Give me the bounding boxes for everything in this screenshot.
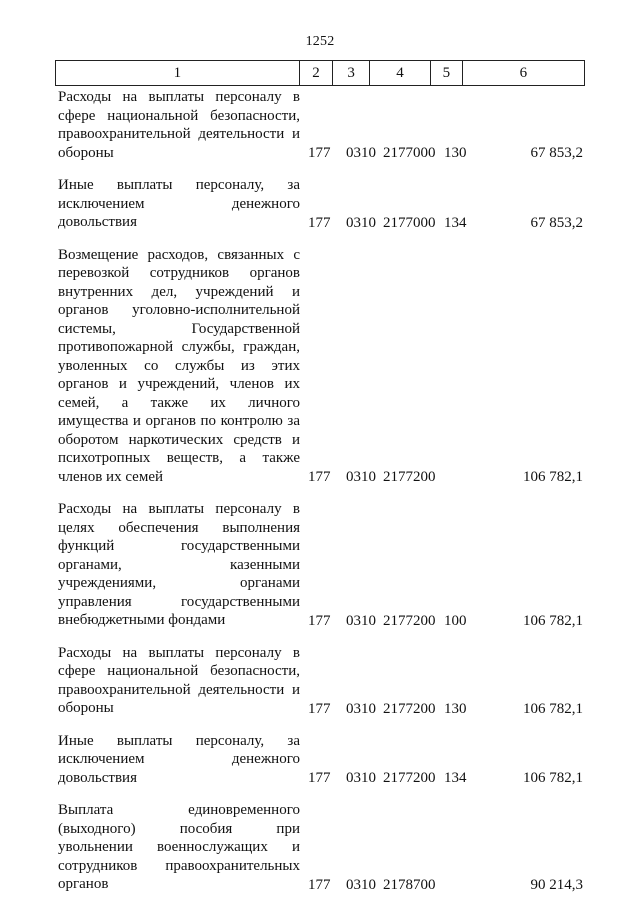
admin-code: 177 <box>308 145 331 161</box>
header-col-2: 2 <box>300 61 334 85</box>
table-row <box>55 500 600 630</box>
description-line: правоохранительной деятельности и <box>58 681 300 698</box>
description-line: органами, казенными <box>58 556 300 573</box>
section-code: 0310 <box>346 770 376 786</box>
header-col-1: 1 <box>56 61 300 85</box>
description-line: органов и учреждений, членов их <box>58 376 300 392</box>
section-code: 0310 <box>346 700 376 717</box>
section-code: 0310 <box>346 612 376 629</box>
table-row <box>55 88 600 162</box>
description-line: уволенных со службы из этих <box>58 357 300 374</box>
description-line: сфере национальной безопасности, <box>58 107 300 124</box>
row-codes <box>55 876 600 894</box>
target-code: 2177000 <box>383 214 436 231</box>
target-code: 2177200 <box>383 770 436 786</box>
description-line: Иные выплаты персоналу, за <box>58 177 300 193</box>
target-code: 2177000 <box>383 145 436 161</box>
header-col-6: 6 <box>519 64 528 81</box>
description-line: Расходы на выплаты персоналу в <box>58 89 300 105</box>
expense-type-code: 100 <box>444 612 467 629</box>
target-code: 2177200 <box>383 700 436 717</box>
row-description <box>55 500 300 630</box>
description-line: Расходы на выплаты персоналу в <box>58 501 300 517</box>
amount: 67 853,2 <box>530 214 583 231</box>
header-col-3: 3 <box>333 61 370 85</box>
description-line: Выплата единовременного <box>58 802 300 818</box>
description-line: перевозкой сотрудников органов <box>58 265 300 281</box>
section-code: 0310 <box>346 876 376 893</box>
section-code: 0310 <box>346 469 376 485</box>
description-line: функций государственными <box>58 538 300 554</box>
amount: 106 782,1 <box>523 469 583 485</box>
description-line: исключением денежного <box>58 195 300 212</box>
table-body <box>55 88 600 908</box>
admin-code: 177 <box>308 770 331 786</box>
page-number: 1252 <box>305 34 335 49</box>
expense-type-code: 130 <box>444 145 467 161</box>
description-line: психотропных веществ, а также <box>58 450 300 466</box>
table-row <box>55 246 600 487</box>
target-code: 2177200 <box>383 469 436 485</box>
expense-type-code: 134 <box>444 214 467 231</box>
description-line: членов их семей <box>58 468 163 485</box>
admin-code: 177 <box>308 214 331 231</box>
description-line: довольствия <box>58 769 137 786</box>
description-line: системы, Государственной <box>58 320 300 337</box>
description-line: органов <box>58 876 109 892</box>
row-codes <box>55 769 600 787</box>
description-line: семей, а также их личного <box>58 394 300 411</box>
target-code: 2178700 <box>383 876 436 893</box>
description-line: исключением денежного <box>58 751 300 767</box>
description-line: сотрудников правоохранительных <box>58 857 300 874</box>
admin-code: 177 <box>308 612 331 629</box>
description-line: управления государственными <box>58 593 300 610</box>
description-line: увольнении военнослужащих и <box>58 839 300 855</box>
amount: 106 782,1 <box>523 612 583 629</box>
description-line: противопожарной службы, граждан, <box>58 339 300 355</box>
description-line: оборотом наркотических средств и <box>58 431 300 448</box>
description-line: сфере национальной безопасности, <box>58 663 300 679</box>
expense-type-code: 134 <box>444 770 467 786</box>
description-line: правоохранительной деятельности и <box>58 126 300 142</box>
amount: 67 853,2 <box>530 145 583 161</box>
amount: 106 782,1 <box>523 770 583 786</box>
target-code: 2177200 <box>383 612 436 629</box>
description-line: обороны <box>58 700 114 716</box>
table-header <box>55 60 585 86</box>
table-row <box>55 732 600 788</box>
description-line: обороны <box>58 144 114 161</box>
description-line: учреждениями, органами <box>58 575 300 591</box>
row-codes <box>55 214 600 232</box>
row-codes <box>55 700 600 718</box>
description-line: целях обеспечения выполнения <box>58 519 300 536</box>
row-description <box>55 246 300 487</box>
row-codes <box>55 468 600 486</box>
description-line: Расходы на выплаты персоналу в <box>58 644 300 661</box>
amount: 106 782,1 <box>523 700 583 717</box>
table-row <box>55 644 600 718</box>
admin-code: 177 <box>308 876 331 893</box>
admin-code: 177 <box>308 700 331 717</box>
description-line: Иные выплаты персоналу, за <box>58 732 300 749</box>
header-col-5: 5 <box>431 61 463 85</box>
description-line: Возмещение расходов, связанных с <box>58 246 300 263</box>
row-codes <box>55 612 600 630</box>
description-line: внебюджетными фондами <box>58 612 226 628</box>
description-line: органов уголовно-исполнительной <box>58 302 300 318</box>
amount: 90 214,3 <box>530 876 583 893</box>
description-line: довольствия <box>58 214 137 230</box>
table-row <box>55 801 600 894</box>
description-line: внутренних дел, учреждений и <box>58 283 300 300</box>
header-col-4: 4 <box>370 61 431 85</box>
table-row <box>55 176 600 232</box>
admin-code: 177 <box>308 469 331 485</box>
section-code: 0310 <box>346 214 376 231</box>
expense-type-code: 130 <box>444 700 467 717</box>
row-codes <box>55 144 600 162</box>
description-line: (выходного) пособия при <box>58 820 300 837</box>
description-line: имущества и органов по контролю за <box>58 413 300 429</box>
section-code: 0310 <box>346 145 376 161</box>
